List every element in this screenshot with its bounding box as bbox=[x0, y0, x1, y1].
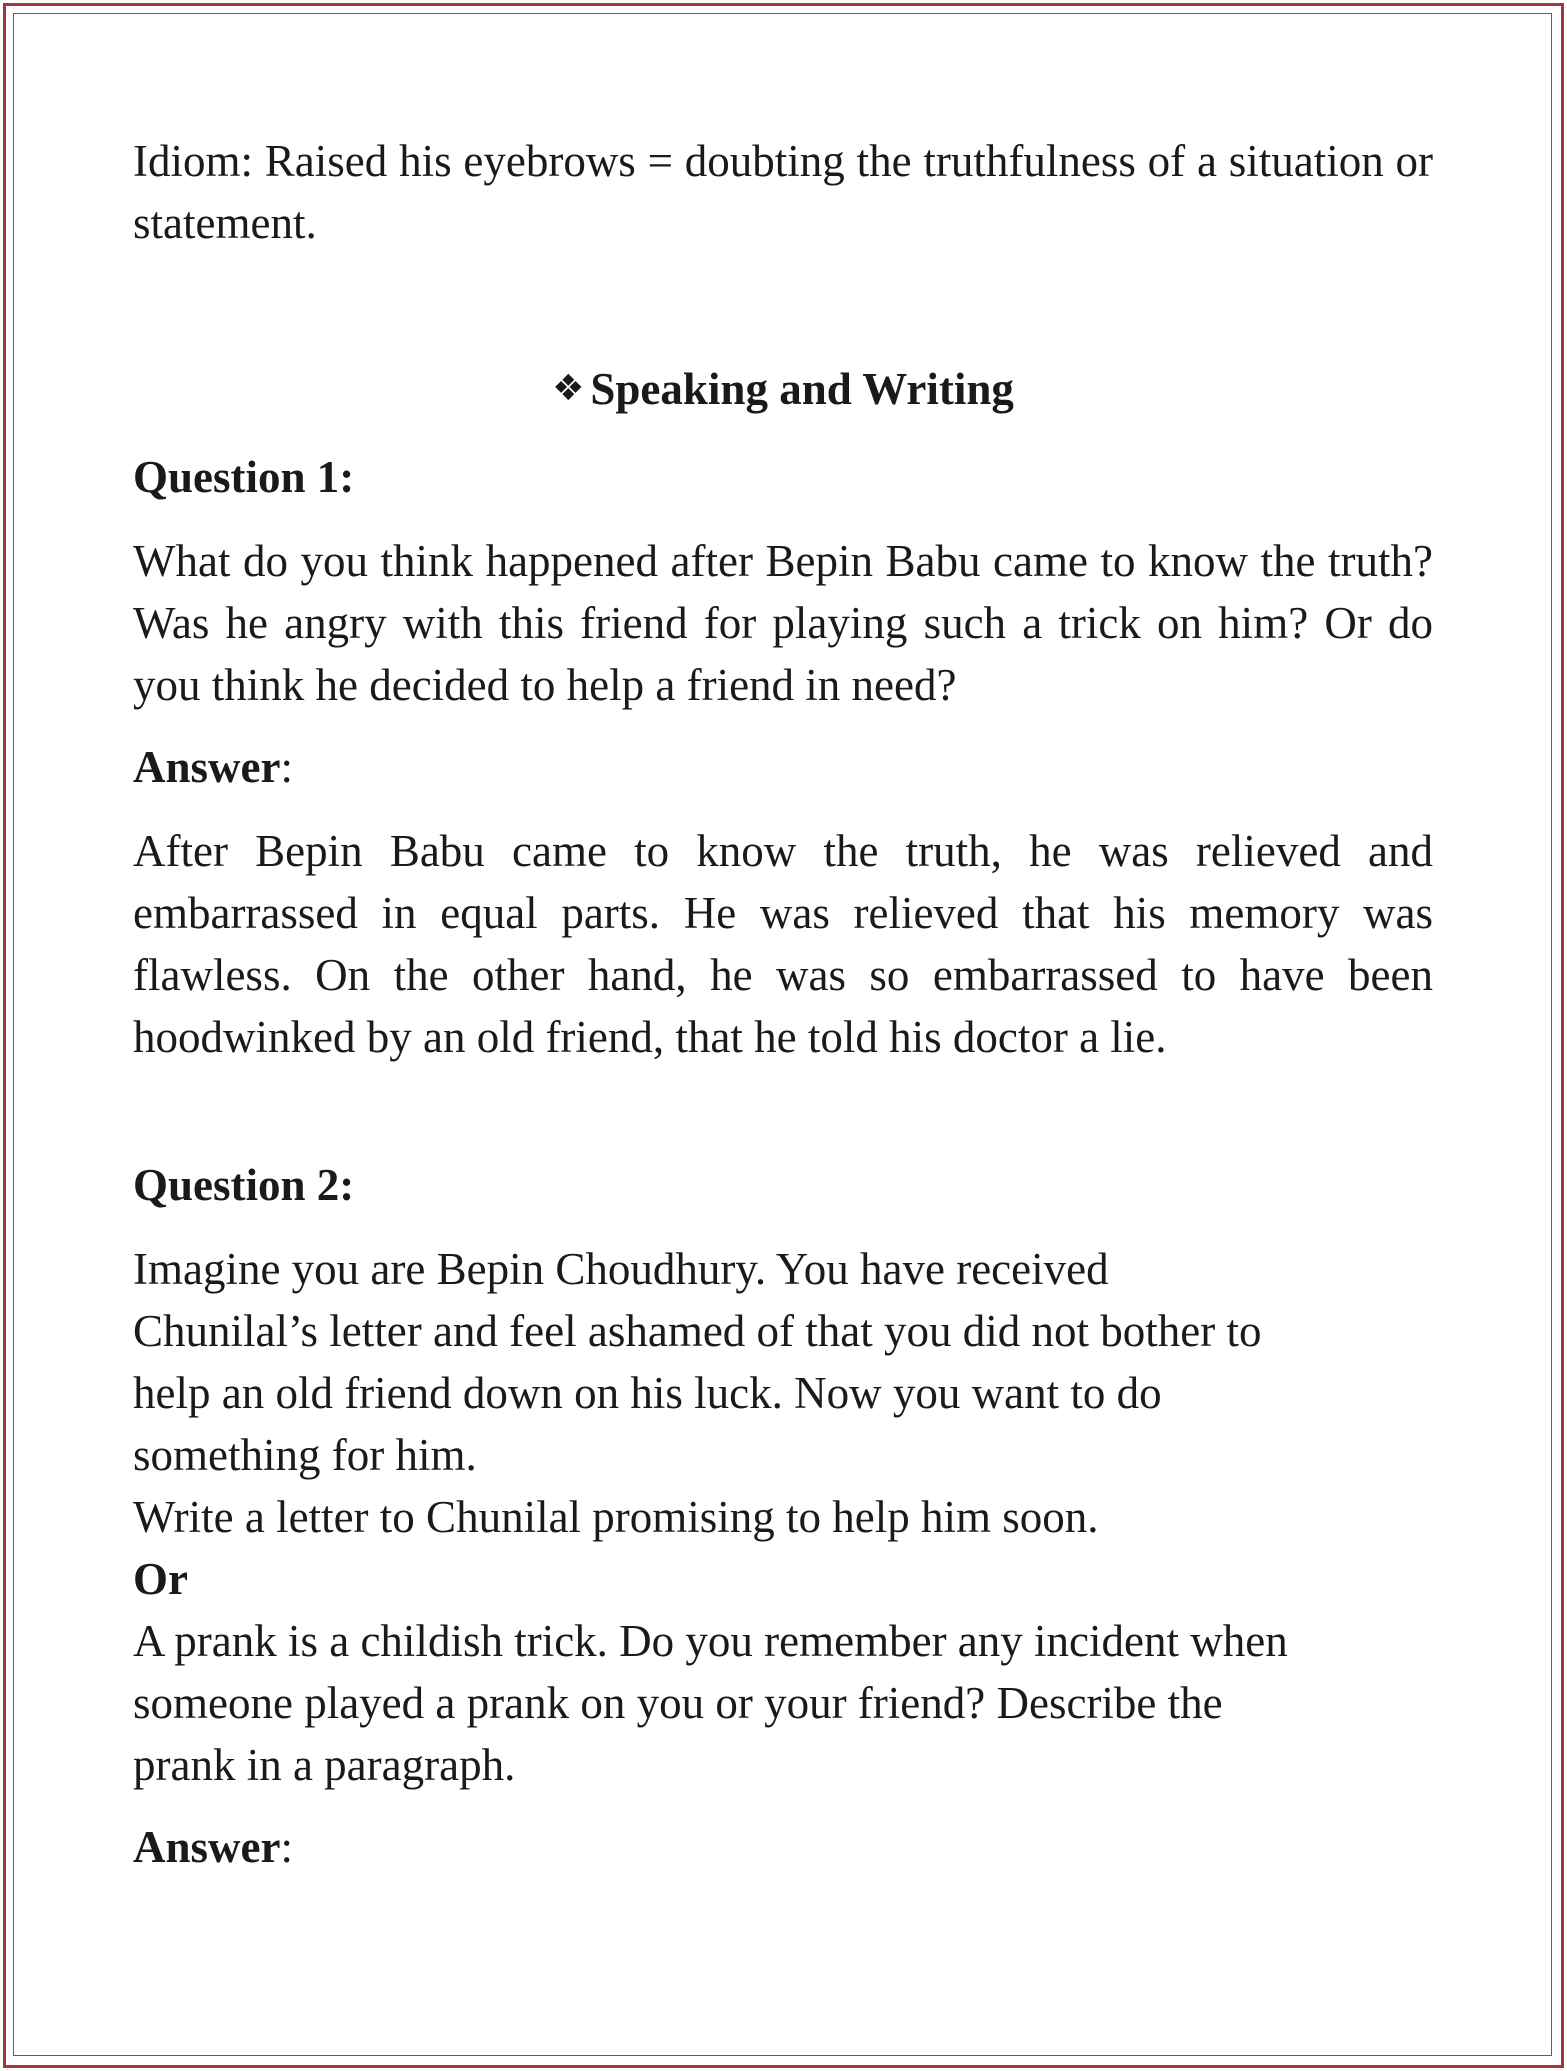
question-2-alt-line: A prank is a childish trick. Do you remember any incident when bbox=[133, 1616, 1288, 1666]
section-heading bbox=[133, 358, 1433, 424]
question-2-line: Write a letter to Chunilal promising to help him soon. bbox=[133, 1492, 1099, 1542]
question-1-label: Question 1: bbox=[133, 452, 355, 502]
question-2-line: Imagine you are Bepin Choudhury. You have received bbox=[133, 1244, 1109, 1294]
answer-1-text: After Bepin Babu came to know the truth, he was relieved and embarrassed in equal parts. He was relieved that his memory was flawless. On the other hand, he was so embarrassed to have been hoodwinked by an old friend, that he told his doctor a lie. bbox=[133, 826, 1433, 1062]
question-2-label: Question 2: bbox=[133, 1160, 355, 1210]
question-2-text bbox=[133, 1238, 1433, 1548]
question-2-alt-text bbox=[133, 1610, 1433, 1796]
answer-2-label bbox=[133, 1816, 1433, 1878]
answer-2-colon: : bbox=[280, 1822, 293, 1872]
question-2-line: something for him. bbox=[133, 1430, 477, 1480]
answer-1-label bbox=[133, 736, 1433, 798]
section-title: Speaking and Writing bbox=[590, 364, 1014, 414]
question-2-alt-line: prank in a paragraph. bbox=[133, 1740, 516, 1790]
answer-2-label-text: Answer bbox=[133, 1822, 281, 1872]
question-2-line: help an old friend down on his luck. Now you want to do bbox=[133, 1368, 1162, 1418]
question-2-alt-line: someone played a prank on you or your friend? Describe the bbox=[133, 1678, 1223, 1728]
page-content bbox=[133, 130, 1433, 1878]
question-1-text: What do you think happened after Bepin Babu came to know the truth? Was he angry with this friend for playing such a trick on him? Or do you think he decided to help a friend in need? bbox=[133, 536, 1433, 710]
answer-1-label-text: Answer bbox=[133, 742, 281, 792]
question-2-line: Chunilal’s letter and feel ashamed of that you did not bother to bbox=[133, 1306, 1262, 1356]
answer-1-colon: : bbox=[280, 742, 293, 792]
idiom-paragraph: Idiom: Raised his eyebrows = doubting the truthfulness of a situation or statement. bbox=[133, 136, 1433, 248]
diamond-bullet-icon: ❖ bbox=[552, 368, 585, 409]
or-label: Or bbox=[133, 1554, 188, 1604]
